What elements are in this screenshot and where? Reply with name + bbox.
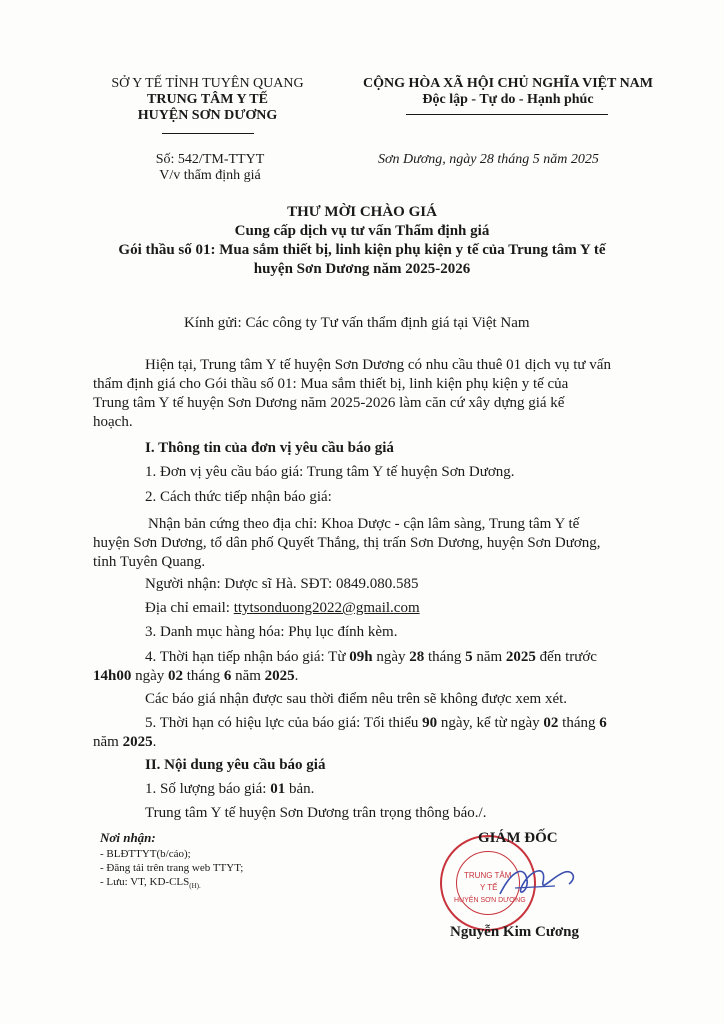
section1-item4: 4. Thời hạn tiếp nhận báo giá: Từ 09h ngày 28 tháng 5 năm 2025 đến trước 14h00 ngày 02 tháng 6 năm 2025. (93, 649, 597, 684)
section1-item3: 3. Danh mục hàng hóa: Phụ lục đính kèm. (145, 624, 398, 640)
org-name-line1: TRUNG TÂM Y TẾ (147, 92, 268, 107)
section2-item1: 1. Số lượng báo giá: 01 bản. (145, 781, 315, 797)
title-block (40, 203, 684, 279)
receiver-line: Người nhận: Dược sĩ Hà. SĐT: 0849.080.585 (145, 576, 419, 592)
email-label: Địa chỉ email: (145, 600, 234, 616)
recipients-block (100, 830, 243, 890)
intro-paragraph (93, 356, 665, 432)
signer-title: GIÁM ĐỐC (478, 830, 558, 846)
recipient-2: - Đăng tải trên trang web TTYT; (100, 862, 244, 874)
recipients-title: Nơi nhận: (100, 830, 156, 845)
address-line1: Nhận bản cứng theo địa chỉ: Khoa Dược - cận lâm sàng, Trung tâm Y tế (148, 516, 580, 532)
recipient-1: - BLĐTTYT(b/cáo); (100, 848, 191, 860)
signer-name: Nguyễn Kim Cương (450, 924, 579, 940)
address-line2: huyện Sơn Dương, tổ dân phố Quyết Thắng, thị trấn Sơn Dương, huyện Sơn Dương, (93, 535, 601, 551)
doc-number: Số: 542/TM-TTYT (155, 152, 265, 167)
country-name: CỘNG HÒA XÃ HỘI CHỦ NGHĨA VIỆT NAM (362, 76, 653, 91)
closing-line: Trung tâm Y tế huyện Sơn Dương trân trọng thông báo./. (145, 805, 487, 821)
title-line2: Cung cấp dịch vụ tư vấn Thẩm định giá (234, 223, 490, 239)
intro-line3: Trung tâm Y tế huyện Sơn Dương năm 2025-2026 làm căn cứ xây dựng giá kế (93, 395, 565, 411)
header-left-rule (162, 133, 254, 134)
section1-item1: 1. Đơn vị yêu cầu báo giá: Trung tâm Y tế huyện Sơn Dương. (145, 464, 515, 480)
signature-icon (495, 858, 585, 908)
header-right (340, 76, 676, 108)
intro-line1: Hiện tại, Trung tâm Y tế huyện Sơn Dương có nhu cầu thuê 01 dịch vụ tư vấn (145, 357, 611, 373)
ministry-name: SỞ Y TẾ TỈNH TUYÊN QUANG (111, 76, 304, 91)
org-name-line2: HUYỆN SƠN DƯƠNG (137, 108, 278, 123)
title-line3: Gói thầu số 01: Mua sắm thiết bị, linh kiện phụ kiện y tế của Trung tâm Y tế (118, 242, 606, 258)
section2-heading: II. Nội dung yêu cầu báo giá (145, 757, 326, 773)
header-left (100, 76, 315, 124)
motto-rule (406, 114, 608, 115)
recipient-3: - Lưu: VT, $KD-CLS_{(H).}$ (100, 876, 201, 891)
place-date: Sơn Dương, ngày 28 tháng 5 năm 2025 (378, 152, 599, 167)
section1-item2: 2. Cách thức tiếp nhận báo giá: (145, 489, 332, 505)
email-line (145, 600, 420, 617)
section1-heading: I. Thông tin của đơn vị yêu cầu báo giá (145, 440, 394, 456)
official-stamp: TRUNG TÂM Y TẾ HUYỆN SƠN DƯƠNG (440, 835, 536, 931)
motto: Độc lập - Tự do - Hạnh phúc (422, 92, 594, 107)
recipient-line: Kính gửi: Các công ty Tư vấn thẩm định giá tại Việt Nam (184, 315, 530, 331)
doc-number-block (130, 152, 290, 184)
address-paragraph (93, 515, 673, 572)
section1-item5: 5. Thời hạn có hiệu lực của báo giá: Tối thiểu 90 ngày, kể từ ngày 02 tháng 6 năm 2025. (93, 715, 607, 750)
section1-note: Các báo giá nhận được sau thời điểm nêu trên sẽ không được xem xét. (145, 691, 568, 707)
title-line1: THƯ MỜI CHÀO GIÁ (287, 204, 437, 220)
email-link[interactable]: ttytsonduong2022@gmail.com (233, 600, 420, 616)
title-line4: huyện Sơn Dương năm 2025-2026 (253, 261, 471, 277)
address-line3: tỉnh Tuyên Quang. (93, 554, 206, 570)
intro-line2: thẩm định giá cho Gói thầu số 01: Mua sắm thiết bị, linh kiện phụ kiện y tế của (93, 376, 569, 392)
intro-line4: hoạch. (93, 414, 133, 430)
doc-subject: V/v thẩm định giá (159, 168, 261, 183)
